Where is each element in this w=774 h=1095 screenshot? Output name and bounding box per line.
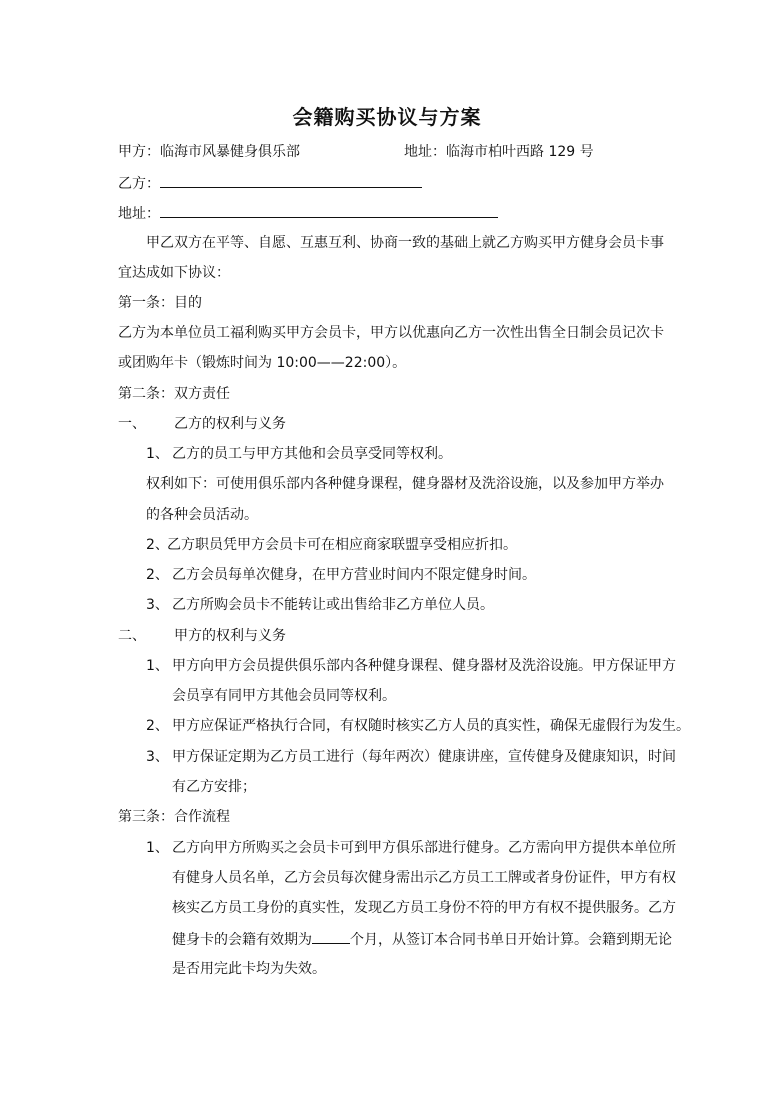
s2-item2-num: 2、 [146,718,169,734]
section2-num: 二、 [118,628,146,644]
a3-item1-line-3: 核实乙方员工身份的真实性，发现乙方员工身份不符的甲方有权不提供服务。乙方 [172,900,676,916]
validity-text-before: 健身卡的会籍有效期为 [172,932,312,948]
article1-heading: 第一条：目的 [118,295,202,311]
s2-item1-line-2: 会员享有同甲方其他会员同等权利。 [172,688,396,704]
a3-item1-line-2: 有健身人员名单，乙方会员每次健身需出示乙方员工工牌或者身份证件，甲方有权 [172,870,676,886]
validity-text-after: 个月，从签订本合同书单日开始计算。会籍到期无论 [350,932,672,948]
s1-item2-text: 乙方职员凭甲方会员卡可在相应商家联盟享受相应折扣。 [167,537,517,553]
section1-title: 乙方的权利与义务 [174,416,286,432]
article3-heading: 第三条：合作流程 [118,809,230,825]
address-label: 地址： [118,206,160,222]
s2-item3-line-1: 甲方保证定期为乙方员工进行（每年两次）健康讲座，宣传健身及健康知识，时间 [172,749,676,765]
section1-num: 一、 [118,416,146,432]
validity-months-blank [312,928,350,944]
party-a: 甲方：临海市风暴健身俱乐部 [118,144,300,160]
s2-item3-line-2: 有乙方安排； [172,779,256,795]
party-b-blank [160,172,422,188]
s1-item4-num: 3、 [146,597,169,613]
s1-item2-num: 2、 [146,537,169,553]
intro-line-1: 甲乙双方在平等、自愿、互惠互利、协商一致的基础上就乙方购买甲方健身会员卡事 [146,235,664,251]
s1-item1-num: 1、 [146,446,169,462]
document-title: 会籍购买协议与方案 [292,105,482,129]
a3-item1-line-4 [172,928,672,950]
a3-item1-num: 1、 [146,840,169,856]
address-line [118,202,498,224]
party-b-line [118,172,422,194]
s1-item4-text: 乙方所购会员卡不能转让或出售给非乙方单位人员。 [172,597,494,613]
s2-item1-num: 1、 [146,658,169,674]
party-b-label: 乙方： [118,176,160,192]
a3-item1-line-5: 是否用完此卡均为失效。 [172,961,326,977]
party-a-address: 地址：临海市柏叶西路 129 号 [404,144,594,160]
article2-heading: 第二条：双方责任 [118,386,230,402]
address-blank [160,202,498,218]
s1-item3-text: 乙方会员每单次健身，在甲方营业时间内不限定健身时间。 [172,567,536,583]
article1-line-1: 乙方为本单位员工福利购买甲方会员卡，甲方以优惠向乙方一次性出售全日制会员记次卡 [118,325,664,341]
intro-line-2: 宜达成如下协议： [118,265,230,281]
s2-item2-text: 甲方应保证严格执行合同，有权随时核实乙方人员的真实性，确保无虚假行为发生。 [172,718,690,734]
s2-item1-line-1: 甲方向甲方会员提供俱乐部内各种健身课程、健身器材及洗浴设施。甲方保证甲方 [172,658,676,674]
s1-rights-line-1: 权利如下：可使用俱乐部内各种健身课程，健身器材及洗浴设施，以及参加甲方举办 [146,476,664,492]
s1-item1-text: 乙方的员工与甲方其他和会员享受同等权利。 [172,446,452,462]
s2-item3-num: 3、 [146,749,169,765]
s1-rights-line-2: 的各种会员活动。 [146,507,258,523]
a3-item1-line-1: 乙方向甲方所购买之会员卡可到甲方俱乐部进行健身。乙方需向甲方提供本单位所 [172,840,676,856]
s1-item3-num: 2、 [146,567,169,583]
section2-title: 甲方的权利与义务 [174,628,286,644]
article1-line-2: 或团购年卡（锻炼时间为 10:00——22:00）。 [118,355,407,371]
